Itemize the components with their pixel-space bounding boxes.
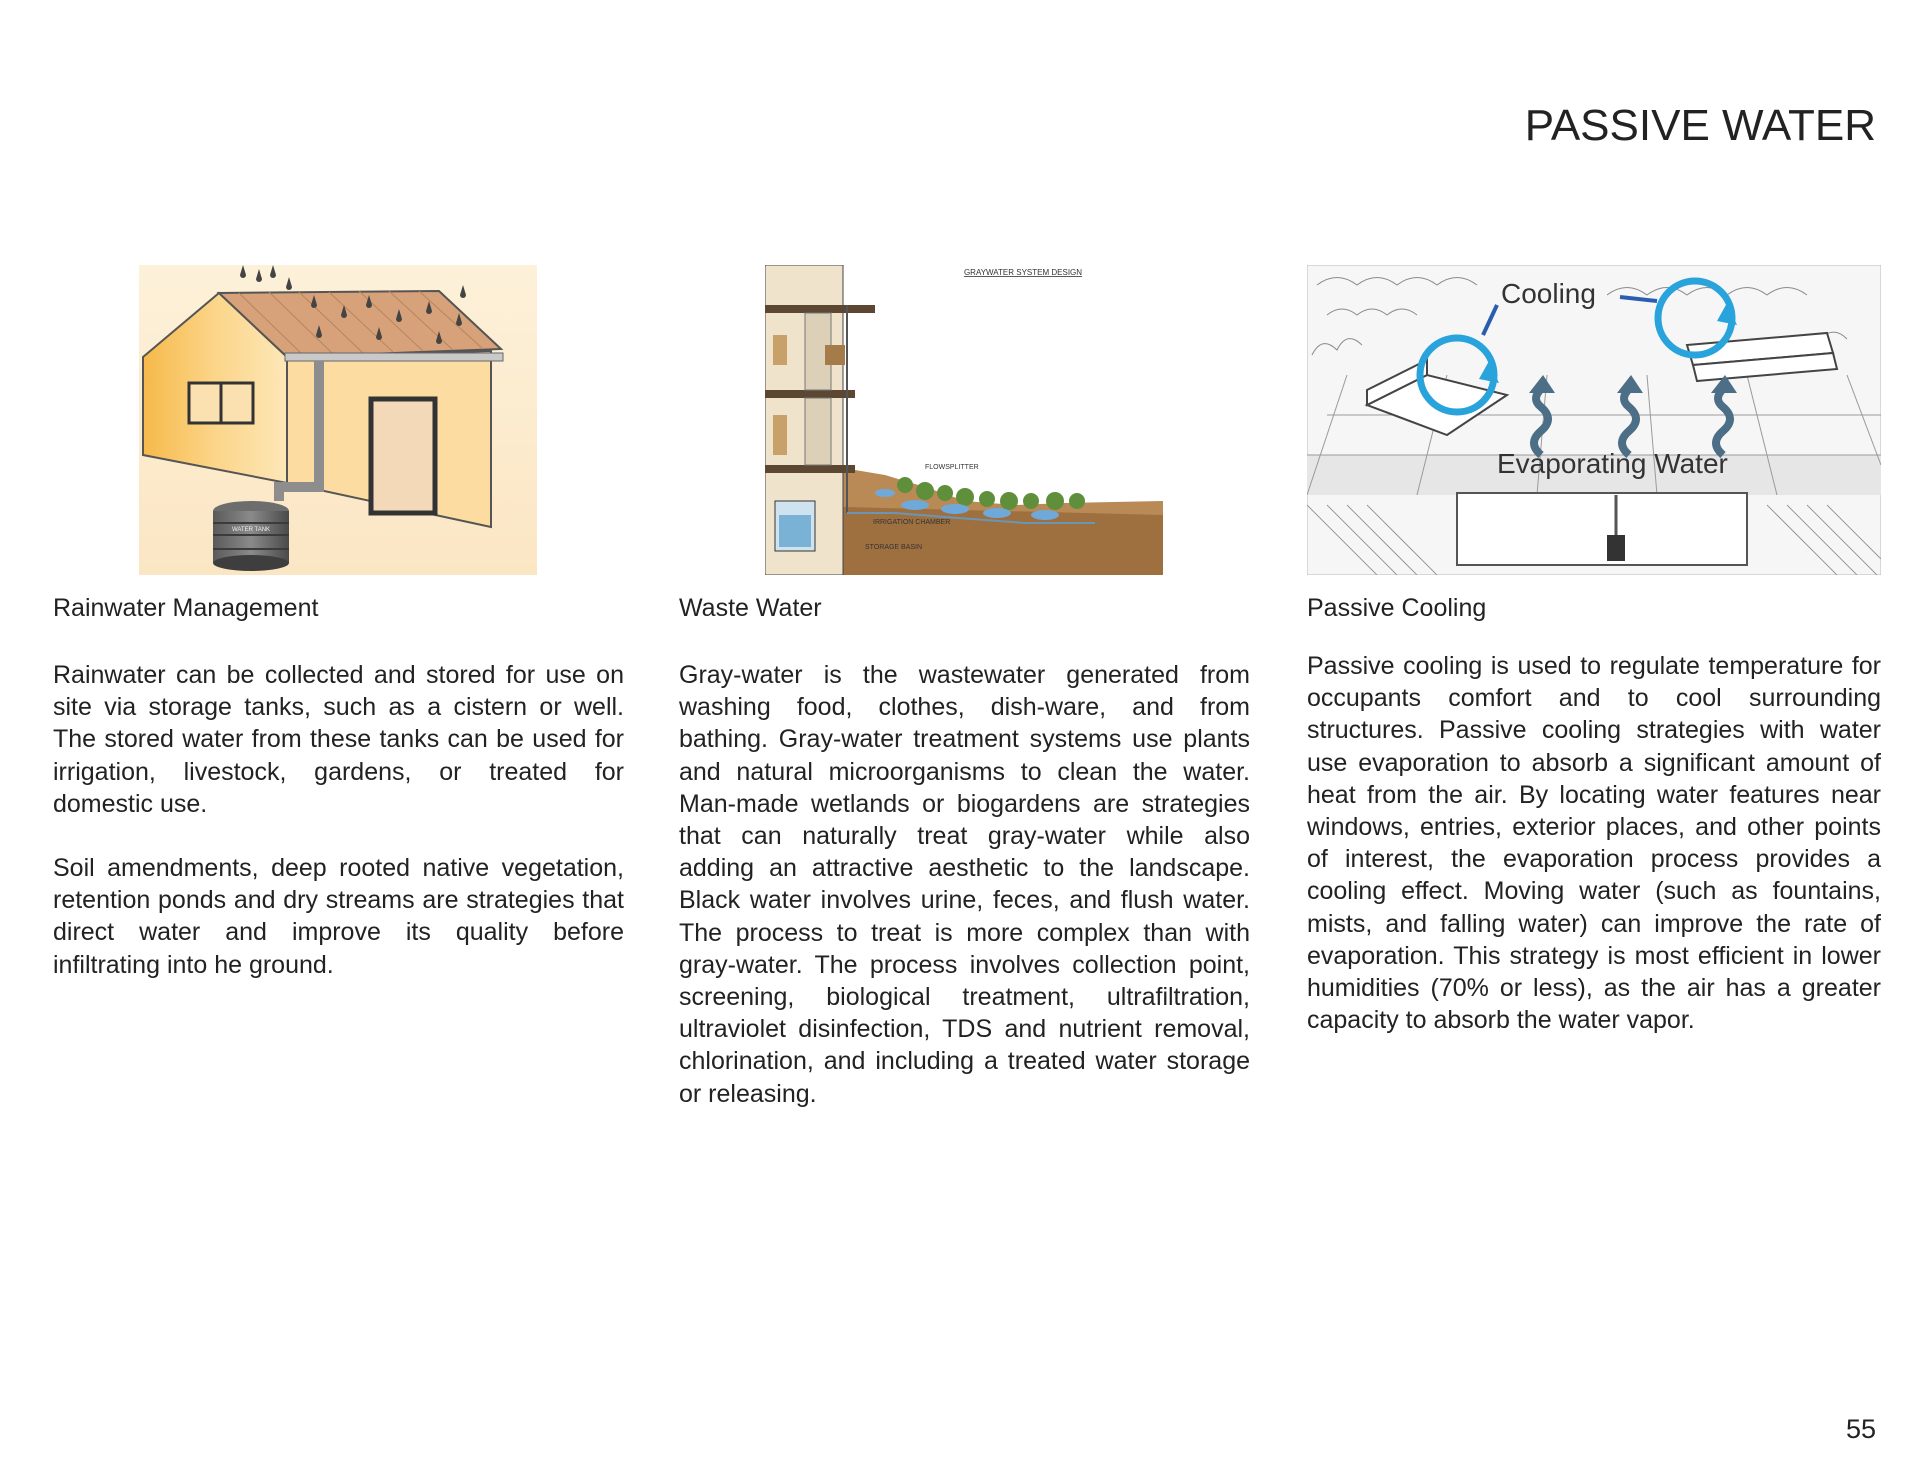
heading-wastewater: Waste Water <box>679 594 822 622</box>
evaporating-label: Evaporating Water <box>1497 448 1728 479</box>
page-title: PASSIVE WATER <box>1524 101 1876 151</box>
rainwater-paragraph-2: Soil amendments, deep rooted native vegetation, retention ponds and dry streams are strategies that direct water and improve its quality before infiltrating into he ground. <box>53 854 624 979</box>
rainwater-illustration <box>139 265 537 575</box>
page-number: 55 <box>1845 1414 1876 1444</box>
passive-cooling-paragraph: Passive cooling is used to regulate temperature for occupants comfort and to cool surrounding structures. Passive cooling strategies with water use evaporation to absorb a significant amount of heat from the air. By locating water features near windows, entries, exterior places, and other points of interest, the evaporation process provides a cooling effect. Moving water (such as fountains, mists, and falling water) can improve the rate of evaporation. This strategy is most efficient in lower humidities (70% or less), as the air has a greater capacity to absorb the water vapor. <box>1307 652 1881 1035</box>
label-storage: STORAGE BASIN <box>865 544 923 551</box>
heading-passive-cooling: Passive Cooling <box>1307 594 1487 622</box>
heading-rainwater: Rainwater Management <box>53 594 319 622</box>
drawing-title: GRAYWATER SYSTEM DESIGN <box>963 268 1083 277</box>
cooling-label: Cooling <box>1501 278 1596 309</box>
label-flowsplitter: FLOWSPLITTER <box>925 464 979 471</box>
passive-cooling-sketch <box>1307 265 1881 575</box>
label-irrigation: IRRIGATION CHAMBER <box>873 519 951 526</box>
wastewater-section-drawing <box>765 265 1163 575</box>
rainwater-paragraph-1: Rainwater can be collected and stored for use on site via storage tanks, such as a cistern or well. The stored water from these tanks can be used for irrigation, livestock, gardens, or treated for domestic use. <box>53 661 624 818</box>
wastewater-paragraph: Gray-water is the wastewater generated from washing food, clothes, dish-ware, and from bathing. Gray-water treatment systems use plants and natural microorganisms to clean the water. Man-made wetlands or biogardens are strategies that can naturally treat gray-water while also adding an attractive aesthetic to the landscape. Black water involves urine, feces, and flush water. The process to treat is more complex than with gray-water. The process involves collection point, screening, biological treatment, ultrafiltration, ultraviolet disinfection, TDS and nutrient removal, chlorination, and including a treated water storage or releasing. <box>679 661 1250 1108</box>
tank-label: WATER TANK <box>231 527 271 533</box>
